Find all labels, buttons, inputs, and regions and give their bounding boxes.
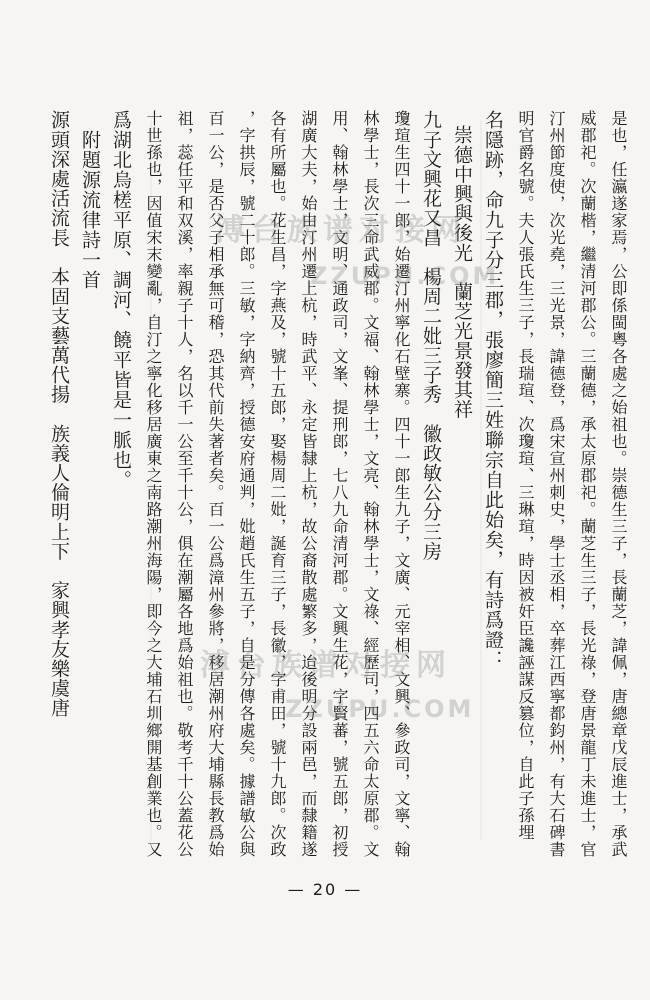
text-column-17: 爲湖北烏槎平原、調河、饒平皆是一脈也。 <box>110 110 132 490</box>
text-column-4: 明官爵名號。夫人張氏生三子，長瑞瑄、次瓊瑄、三琳瑄，時因被奸臣讒誣謀反篡位，自此子孫埋 <box>516 110 535 841</box>
poem-line-1: 崇德中興與後光 蘭芝光景發其祥 <box>451 125 473 419</box>
text-column-13: ，字拱辰，號二十郎。三敏，字納齊，授德安府通判，妣趙氏生五子，自是分傳各處矣。據譜敏公與 <box>237 110 256 858</box>
poem-line-2: 九子文興花又昌 楊周二妣三子秀 徽政敏公分三房 <box>420 110 442 561</box>
text-column-5: 名隱跡，命九子分三郡，張廖簡三姓聯宗自此始矣，有詩爲證： <box>482 110 504 670</box>
poem-verse: 源頭深處活流長 本固支藝萬代揚 族義人倫明上下 家興孝友樂虞唐 <box>48 110 70 718</box>
watermark-url: ZZUPU.COM <box>310 262 500 290</box>
poem-heading: 附題源流律詩一首 <box>79 130 101 290</box>
text-column-14: 百一公，是否父子相承無可稽，恐其代前失著者矣。百一公爲漳州參將，移居潮州府大埔縣長教爲始 <box>206 110 225 858</box>
text-column-2: 威郡祀。次蘭楷，繼清河郡公。三蘭德，承太原郡祀。蘭芝生三子，長光祿，登唐景龍丁未進士，官 <box>578 110 597 858</box>
text-column-10: 用、翰林學士，文明、通政司，文峯、提刑郎，七八九命清河郡。文興生花，字賢蕃，號五郎，初授 <box>330 110 349 858</box>
text-column-15: 祖，蕊任平和双溪，率親子十人，名以千一公至千十公，俱在潮屬各地爲始祖也。敬考千十公蓋花公 <box>175 110 194 858</box>
page-number: — 20 — <box>287 880 363 899</box>
text-column-3: 汀州節度使，次光堯，三光景，諱德登，爲宋宣州刺史，學士丞相，卒葬江西寧都鈞州，有大石碑書 <box>547 110 566 858</box>
text-column-12: 各有所屬也。花生昌，字燕及，號十五郎，娶楊周二妣，誕育三子，長徽，字甫田，號十九郎。次政 <box>268 110 287 858</box>
watermark-url: ZZUPU.COM <box>285 695 475 723</box>
watermark-text: 溥台族谱对接网 <box>215 213 467 248</box>
text-column-8: 瓊瑄生四十一郎，始遷汀州寧化石壁寨。四十一郎生九子，文廣、元宰相、文興、參政司，文寧、翰 <box>392 110 411 858</box>
watermark-text: 溥台族谱对接网 <box>200 648 452 683</box>
text-column-9: 林學士，長次三命武威郡。文福、翰林學士，文亮、翰林學士，文祿、經歷司，四五六命太原郡。文 <box>361 110 380 858</box>
text-column-16: 十世孫也，因值宋末變亂，自汀之寧化移居廣東之南路潮州海陽，即今之大埔石圳鄉開基創業也。又 <box>144 110 163 858</box>
text-column-1: 是也，任瀛遂家焉，公即係閩粵各處之始祖也。崇德生三子，長蘭芝，諱佩，唐總章戊辰進士，承武 <box>609 110 628 858</box>
text-column-11: 湖廣大夫，始由汀州遷上杭，時武平、永定皆隸上杭，故公裔散處繁多，迨後明分設兩邑，而隸籍遂 <box>299 110 318 858</box>
